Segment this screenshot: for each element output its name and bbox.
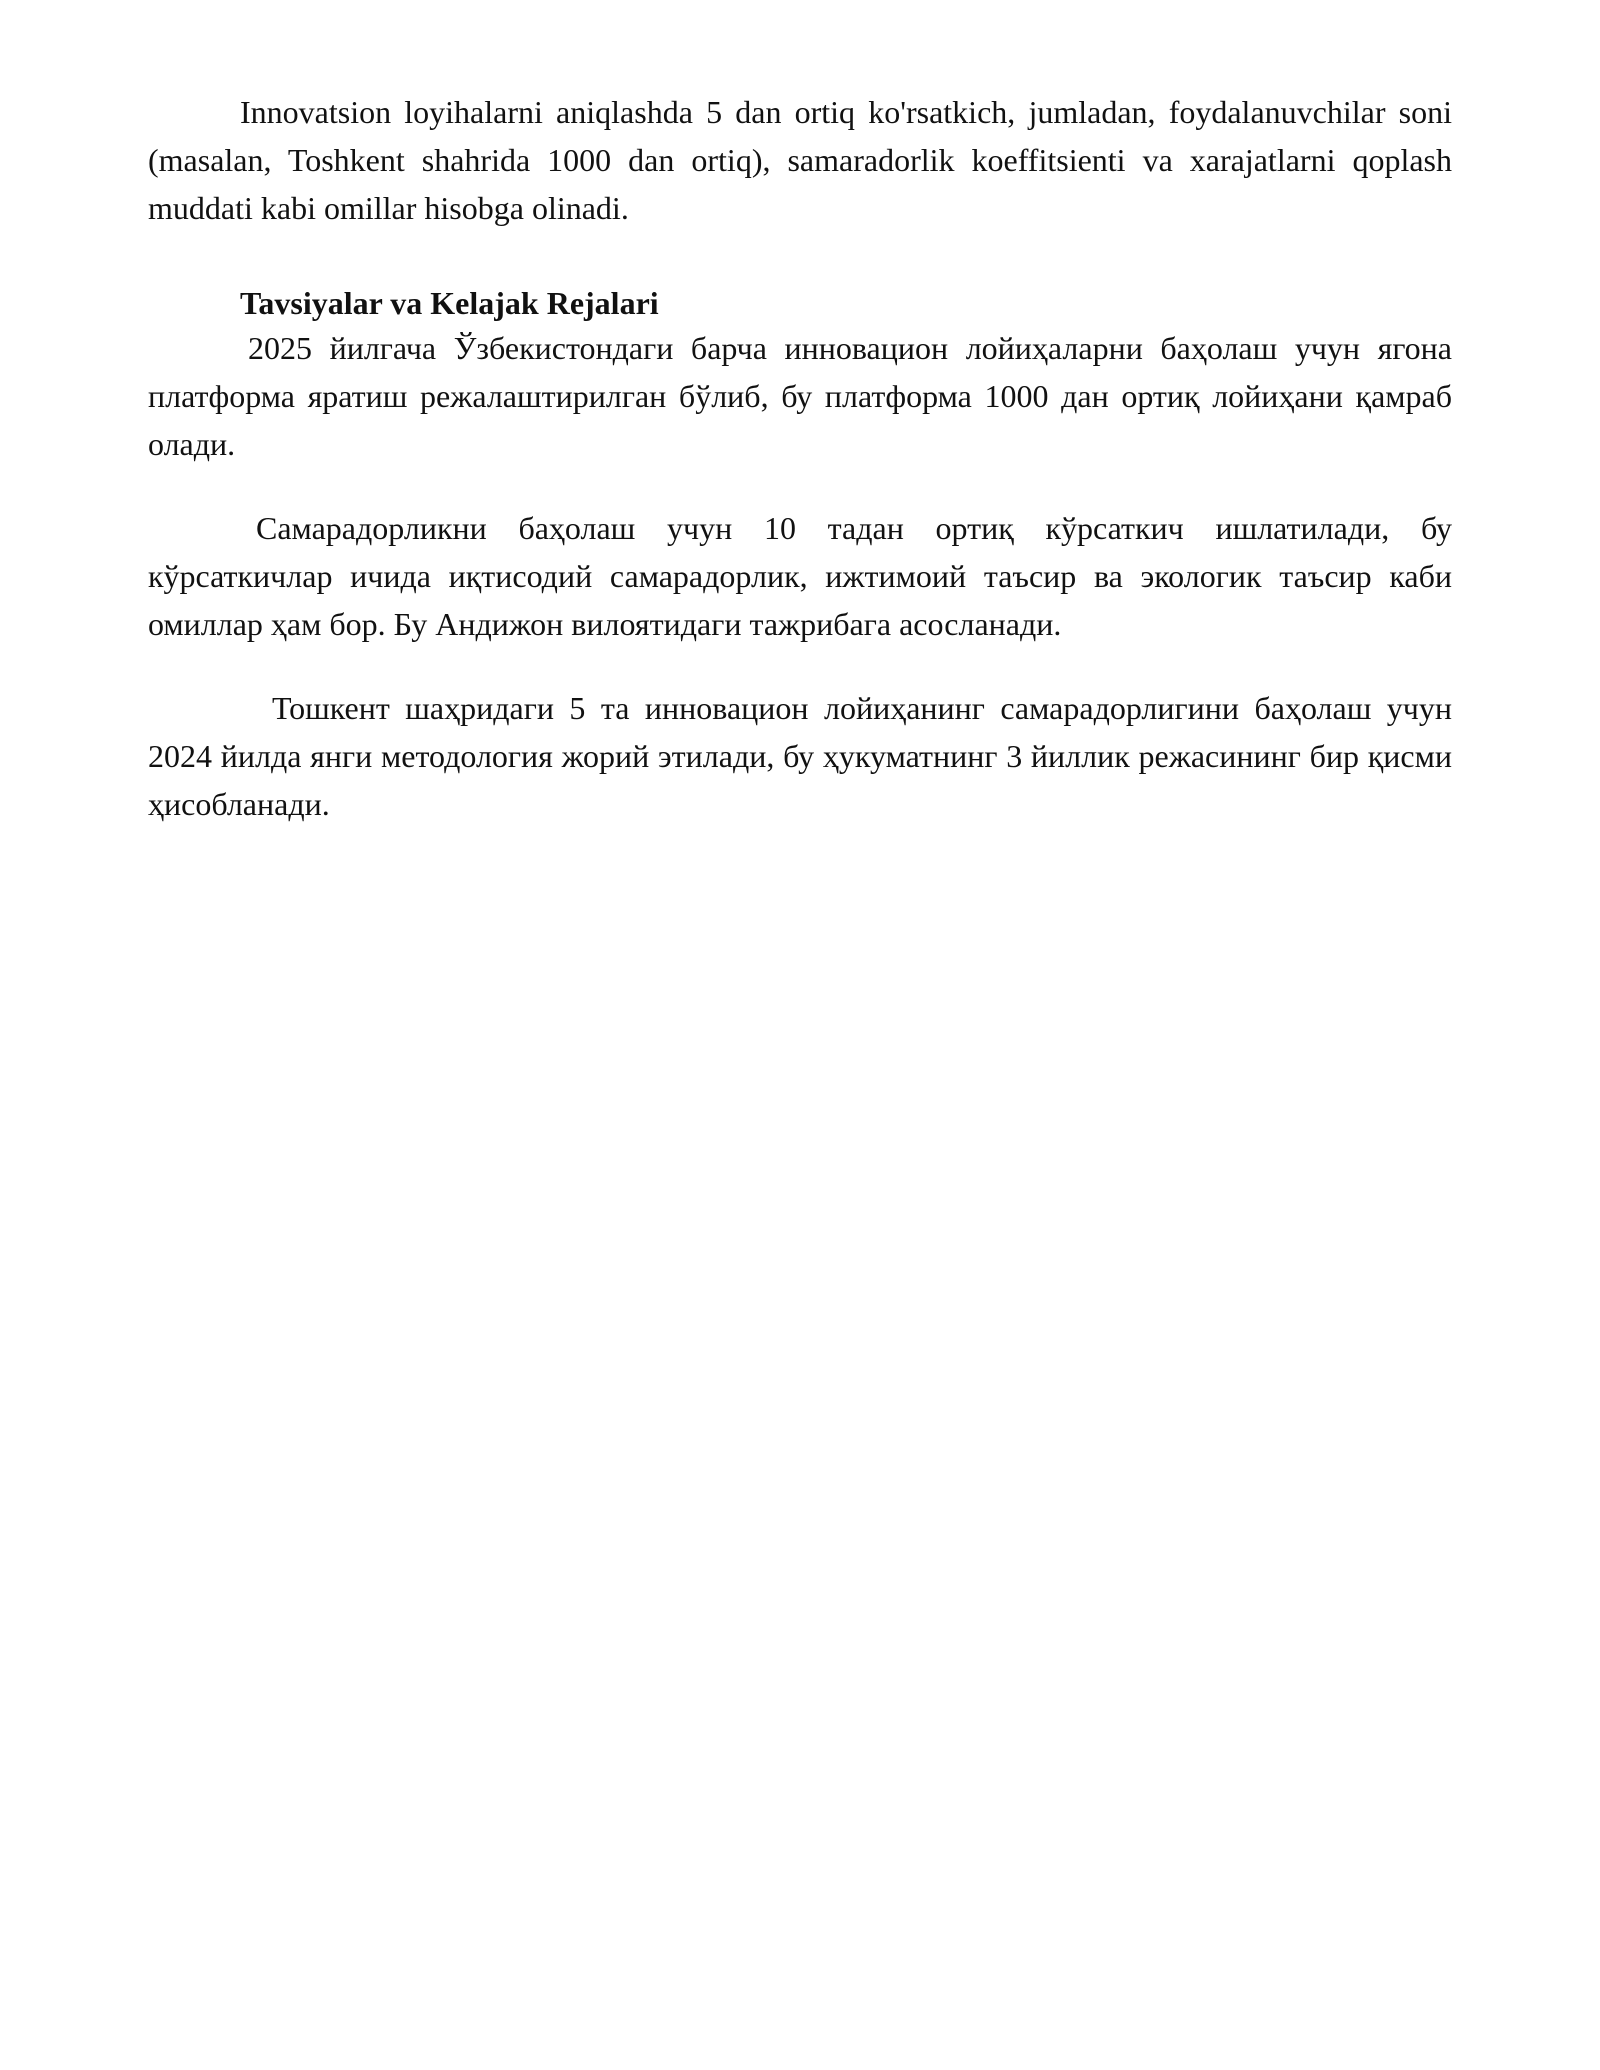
document-body xyxy=(148,88,1452,828)
paragraph-tashkent-methodology: Тошкент шаҳридаги 5 та инновацион лойиҳанинг самарадорлигини баҳолаш учун 2024 йилда янги методология жорий этилади, бу ҳукуматнинг 3 йиллик режасининг бир қисми ҳисобланади. xyxy=(148,690,1452,822)
paragraph-innovation-criteria: Innovatsion loyihalarni aniqlashda 5 dan ortiq ko'rsatkich, jumladan, foydalanuvchilar soni (masalan, Toshkent shahrida 1000 dan ortiq), samaradorlik koeffitsienti va xarajatlarni qoplash muddati kabi omillar hisobga olinadi. xyxy=(148,94,1452,226)
paragraph-efficiency-indicators: Самарадорликни баҳолаш учун 10 тадан ортиқ кўрсаткич ишлатилади, бу кўрсаткичлар ичида иқтисодий самарадорлик, ижтимоий таъсир ва экологик таъсир каби омиллар ҳам бор. Бу Андижон вилоятидаги тажрибага асосланади. xyxy=(148,510,1452,642)
paragraph-platform-plan: 2025 йилгача Ўзбекистондаги барча инновацион лойиҳаларни баҳолаш учун ягона платформа яратиш режалаштирилган бўлиб, бу платформа 1000 дан ортиқ лойиҳани қамраб олади. xyxy=(148,330,1452,462)
section-heading: Tavsiyalar va Kelajak Rejalari xyxy=(240,285,659,321)
